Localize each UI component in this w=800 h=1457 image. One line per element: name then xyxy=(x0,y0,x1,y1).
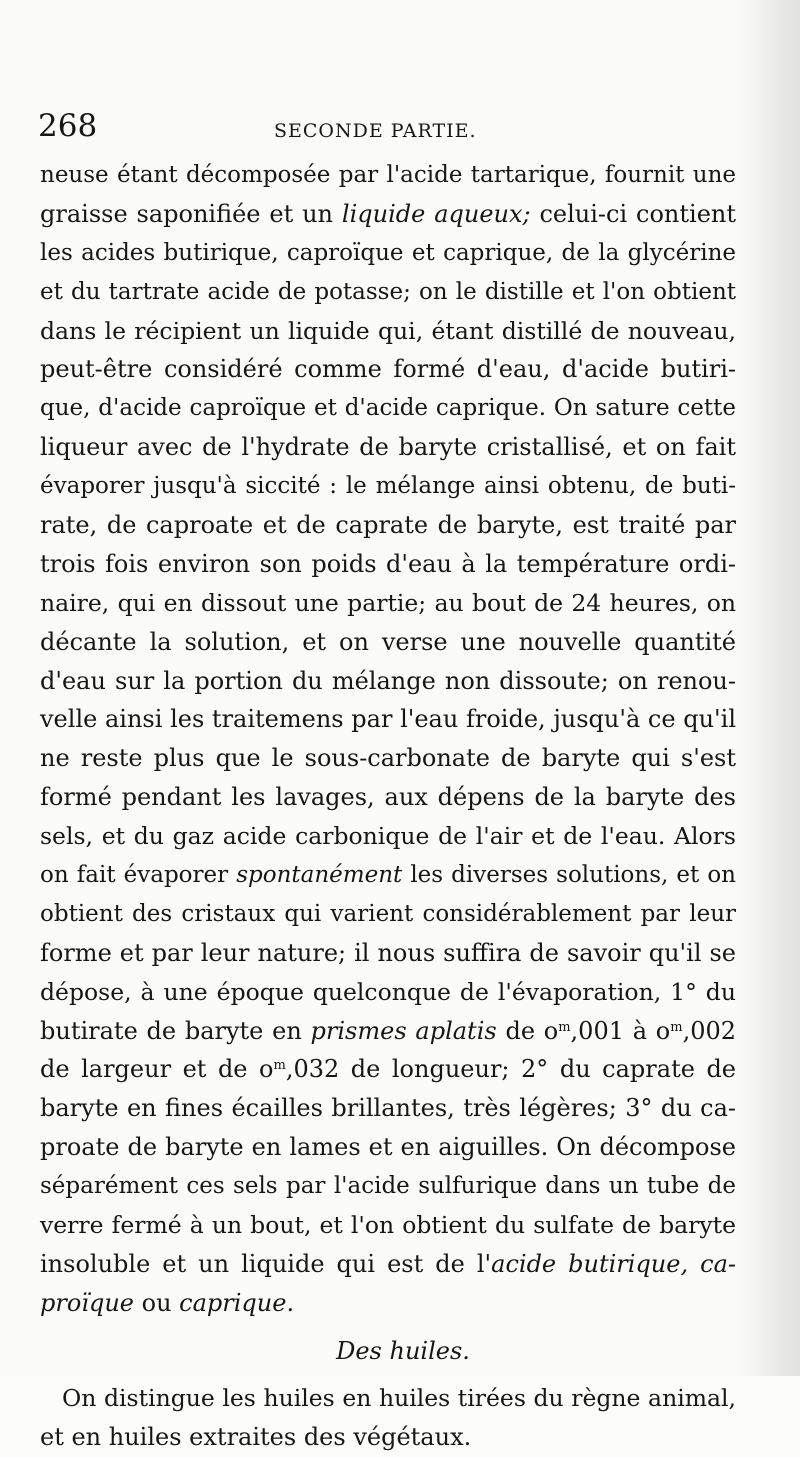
text-line: baryte en fines écailles brillantes, très légères; 3° du ca- xyxy=(40,1094,736,1123)
text-line: séparément ces sels par l'acide sulfurique dans un tube de xyxy=(40,1173,736,1200)
text-line: et en huiles extraites des végétaux. xyxy=(40,1422,472,1451)
section-heading: Des huiles. xyxy=(336,1336,470,1365)
text-line: proate de baryte en lames et en aiguilles. On décompose xyxy=(40,1133,736,1162)
text-line: rate, de caproate et de caprate de baryte, est traité par xyxy=(40,511,736,540)
text-line: neuse étant décomposée par l'acide tartarique, fournit une xyxy=(40,162,736,188)
text-line: dépose, à une époque quelconque de l'évaporation, 1° du xyxy=(40,977,736,1006)
text-line: naire, qui en dissout une partie; au bout de 24 heures, on xyxy=(40,588,736,617)
text-line: liqueur avec de l'hydrate de baryte cristallisé, et on fait xyxy=(40,433,736,462)
text-line: évaporer jusqu'à siccité : le mélange ainsi obtenu, de buti- xyxy=(40,473,736,500)
text-line: ne reste plus que le sous-carbonate de baryte qui s'est xyxy=(40,744,736,773)
body-text xyxy=(40,156,736,1457)
text-line: insoluble et un liquide qui est de l'acide butirique, ca- xyxy=(40,1249,736,1278)
text-line: et du tartrate acide de potasse; on le distille et l'on obtient xyxy=(40,278,736,305)
page-number: 268 xyxy=(38,108,98,144)
text-line: sels, et du gaz acide carbonique de l'air et de l'eau. Alors xyxy=(40,822,736,851)
running-head: SECONDE PARTIE. xyxy=(274,120,477,142)
text-line: que, d'acide caproïque et d'acide caprique. On sature cette xyxy=(40,395,736,422)
text-line: de largeur et de $o^m,032$ de longueur; 2° du caprate de xyxy=(40,1055,737,1084)
text-line: verre fermé à un bout, et l'on obtient du sulfate de baryte xyxy=(40,1211,736,1240)
text-line: graisse saponifiée et un liquide aqueux; celui-ci contient xyxy=(40,199,737,228)
text-line: trois fois environ son poids d'eau à la température ordi- xyxy=(40,549,736,578)
text-line: On distingue les huiles en huiles tirées du règne animal, xyxy=(62,1383,736,1412)
text-line: peut-être considéré comme formé d'eau, d'acide butiri- xyxy=(40,355,736,384)
text-line: proïque ou caprique. xyxy=(40,1288,295,1317)
text-line: forme et par leur nature; il nous suffira de savoir qu'il se xyxy=(40,938,736,967)
text-line: dans le récipient un liquide qui, étant distillé de nouveau, xyxy=(40,316,736,345)
text-line: obtient des cristaux qui varient considérablement par leur xyxy=(40,900,736,927)
page-header xyxy=(38,108,738,148)
text-line: on fait évaporer spontanément les diverses solutions, et on xyxy=(40,862,736,889)
text-line: d'eau sur la portion du mélange non dissoute; on renou- xyxy=(40,666,736,695)
text-line: butirate de baryte en prismes aplatis de $o^m,001$ à $o^m,002$ xyxy=(40,1016,737,1045)
text-line: décante la solution, et on verse une nouvelle quantité xyxy=(40,627,736,656)
text-line: formé pendant les lavages, aux dépens de la baryte des xyxy=(40,783,736,812)
text-line: les acides butirique, caproïque et caprique, de la glycérine xyxy=(40,239,736,266)
text-line: velle ainsi les traitemens par l'eau froide, jusqu'à ce qu'il xyxy=(40,705,736,734)
